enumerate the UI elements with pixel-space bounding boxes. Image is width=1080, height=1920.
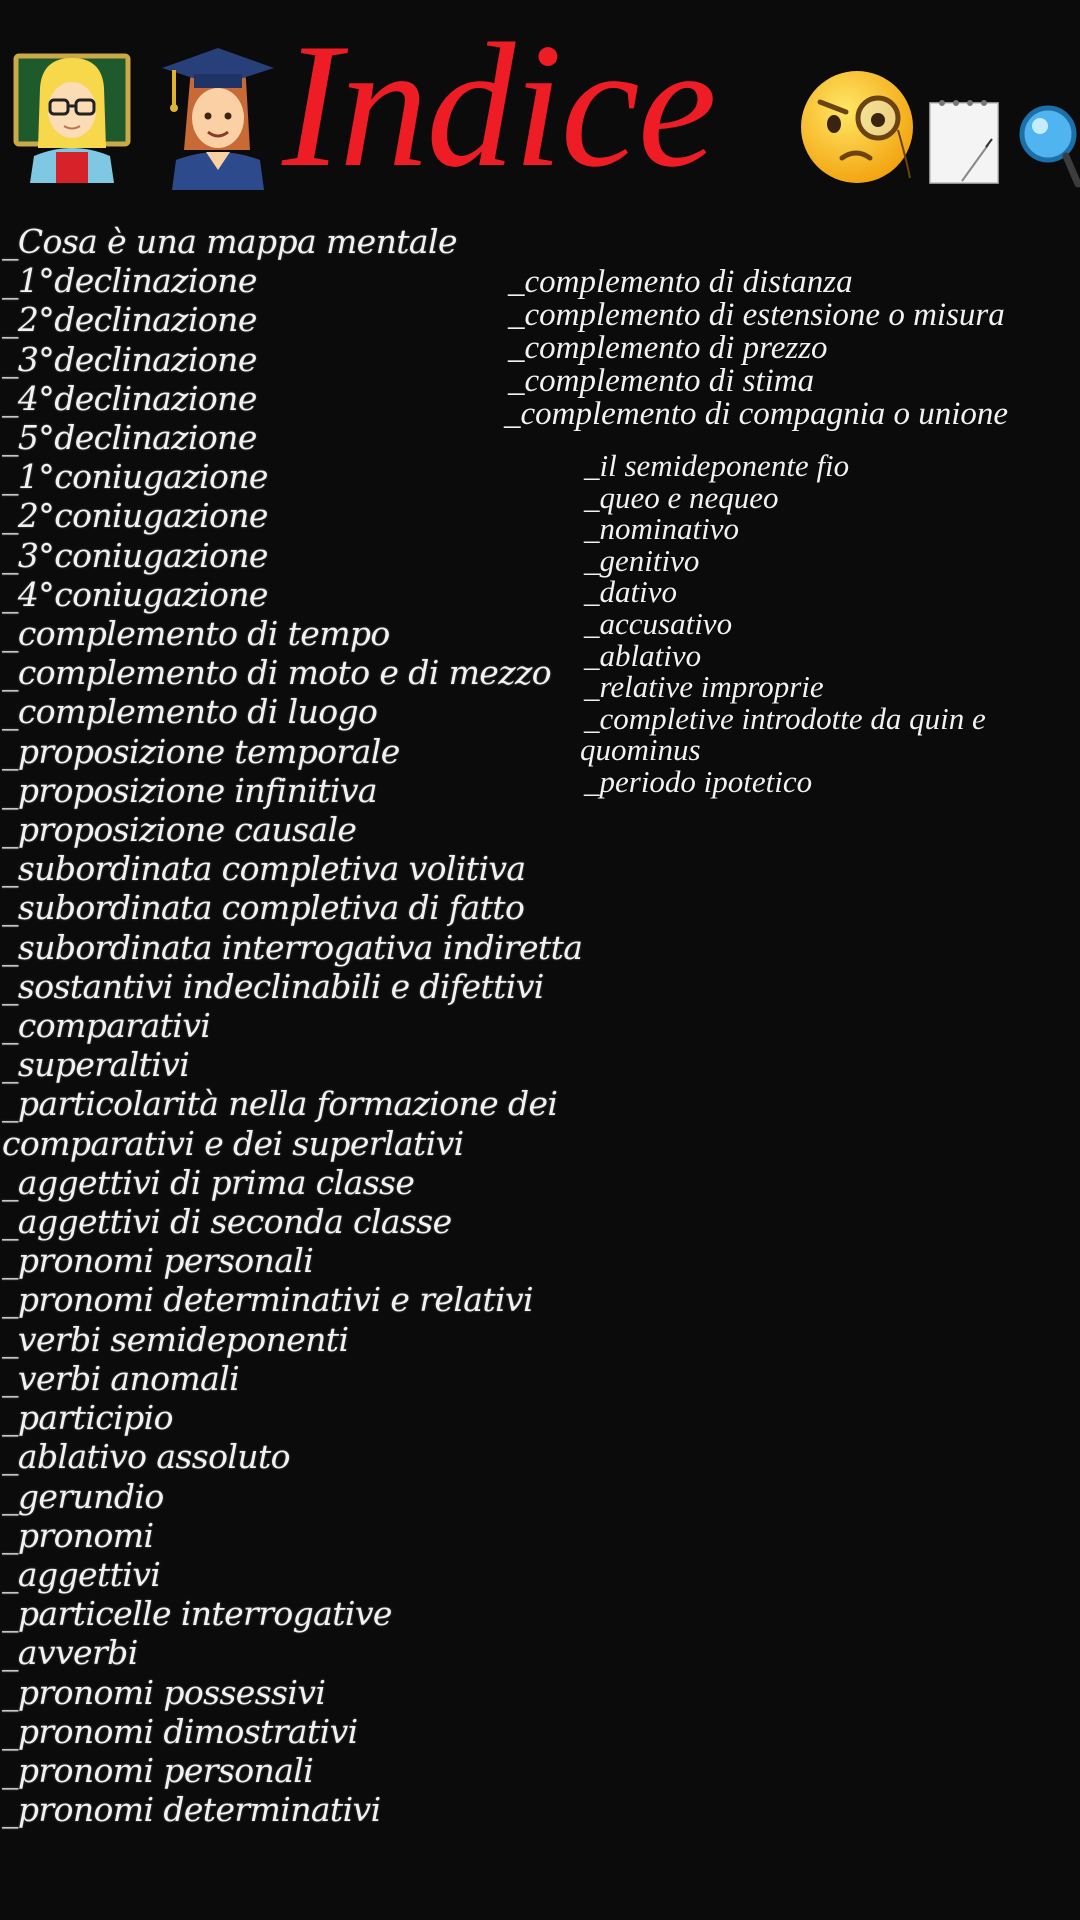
- index-item: _subordinata completiva volitiva: [2, 849, 526, 889]
- index-item: _accusativo: [584, 605, 733, 641]
- index-item: _il semideponente fio: [584, 448, 850, 483]
- index-item: _2°declinazione: [2, 300, 257, 340]
- index-list-middle: [504, 264, 1009, 432]
- index-item: _4°declinazione: [2, 378, 257, 418]
- magnifying-glass-emoji-icon: [1018, 100, 1080, 200]
- graduate-woman-emoji-icon: [160, 40, 275, 190]
- index-item-continuation: quominus: [580, 732, 701, 768]
- index-item: _complemento di compagnia o unione: [504, 396, 1009, 432]
- index-item: _pronomi personali: [2, 1241, 314, 1281]
- header: [0, 6, 1080, 204]
- index-item: _comparativi: [2, 1006, 211, 1046]
- index-item: _5°declinazione: [2, 418, 257, 458]
- index-item: _2°coniugazione: [2, 496, 268, 536]
- page-title: Indice: [282, 6, 715, 204]
- index-item: _queo e nequeo: [584, 479, 779, 515]
- index-item: _proposizione causale: [2, 810, 357, 850]
- index-item: _aggettivi di prima classe: [2, 1162, 415, 1202]
- index-item: _pronomi determinativi: [2, 1790, 381, 1830]
- index-item: _sostantivi indeclinabili e difettivi: [2, 966, 544, 1006]
- index-item: _pronomi determinativi e relativi: [2, 1280, 533, 1320]
- index-list-left: [2, 222, 582, 1829]
- notepad-emoji-icon: [926, 95, 1002, 185]
- index-item: _proposizione temporale: [2, 731, 400, 771]
- index-item: _subordinata interrogativa indiretta: [2, 927, 583, 967]
- index-item: _genitivo: [584, 542, 700, 578]
- index-item: _particolarità nella formazione dei: [2, 1084, 558, 1124]
- index-item: _subordinata completiva di fatto: [2, 888, 525, 928]
- index-item: _4°coniugazione: [2, 574, 268, 614]
- index-item: _ablativo assoluto: [2, 1437, 290, 1477]
- index-item: _periodo ipotetico: [584, 763, 813, 799]
- index-item: _ablativo: [584, 637, 702, 673]
- index-item: _participio: [2, 1398, 173, 1438]
- index-item: _particelle interrogative: [2, 1594, 392, 1634]
- index-item: _aggettivi di seconda classe: [2, 1202, 452, 1242]
- index-item: _complemento di stima: [508, 363, 815, 399]
- index-item: _pronomi personali: [2, 1750, 314, 1790]
- index-item: _complemento di prezzo: [508, 330, 828, 366]
- index-item: _proposizione infinitiva: [2, 770, 377, 810]
- index-item: _3°coniugazione: [2, 535, 268, 575]
- index-item: _complemento di estensione o misura: [508, 297, 1005, 333]
- index-item: _relative improprie: [584, 669, 824, 705]
- teacher-woman-emoji-icon: [12, 48, 132, 183]
- index-item-continuation: comparativi e dei superlativi: [2, 1123, 464, 1163]
- index-item: _1°coniugazione: [2, 457, 268, 497]
- face-with-monocle-emoji-icon: [798, 68, 916, 186]
- index-item: _complemento di moto e di mezzo: [2, 653, 552, 693]
- index-item: _pronomi possessivi: [2, 1672, 326, 1712]
- index-item: _pronomi: [2, 1515, 154, 1555]
- index-item: _3°declinazione: [2, 339, 257, 379]
- index-item: _complemento di distanza: [508, 264, 853, 300]
- index-list-right: [580, 448, 986, 799]
- index-item: _dativo: [584, 574, 677, 610]
- index-item: _verbi anomali: [2, 1358, 240, 1398]
- index-item: _complemento di luogo: [2, 692, 378, 732]
- index-item: _pronomi dimostrativi: [2, 1711, 358, 1751]
- index-item: _avverbi: [2, 1633, 138, 1673]
- index-item: _gerundio: [2, 1476, 164, 1516]
- index-item: _1°declinazione: [2, 261, 257, 301]
- index-item: _verbi semideponenti: [2, 1319, 349, 1359]
- index-item: _completive introdotte da quin e: [584, 700, 986, 736]
- index-item: _Cosa è una mappa mentale: [2, 222, 457, 261]
- index-item: _aggettivi: [2, 1554, 161, 1594]
- index-item: _superaltivi: [2, 1045, 190, 1085]
- index-item: _complemento di tempo: [2, 614, 390, 654]
- index-item: _nominativo: [584, 511, 739, 547]
